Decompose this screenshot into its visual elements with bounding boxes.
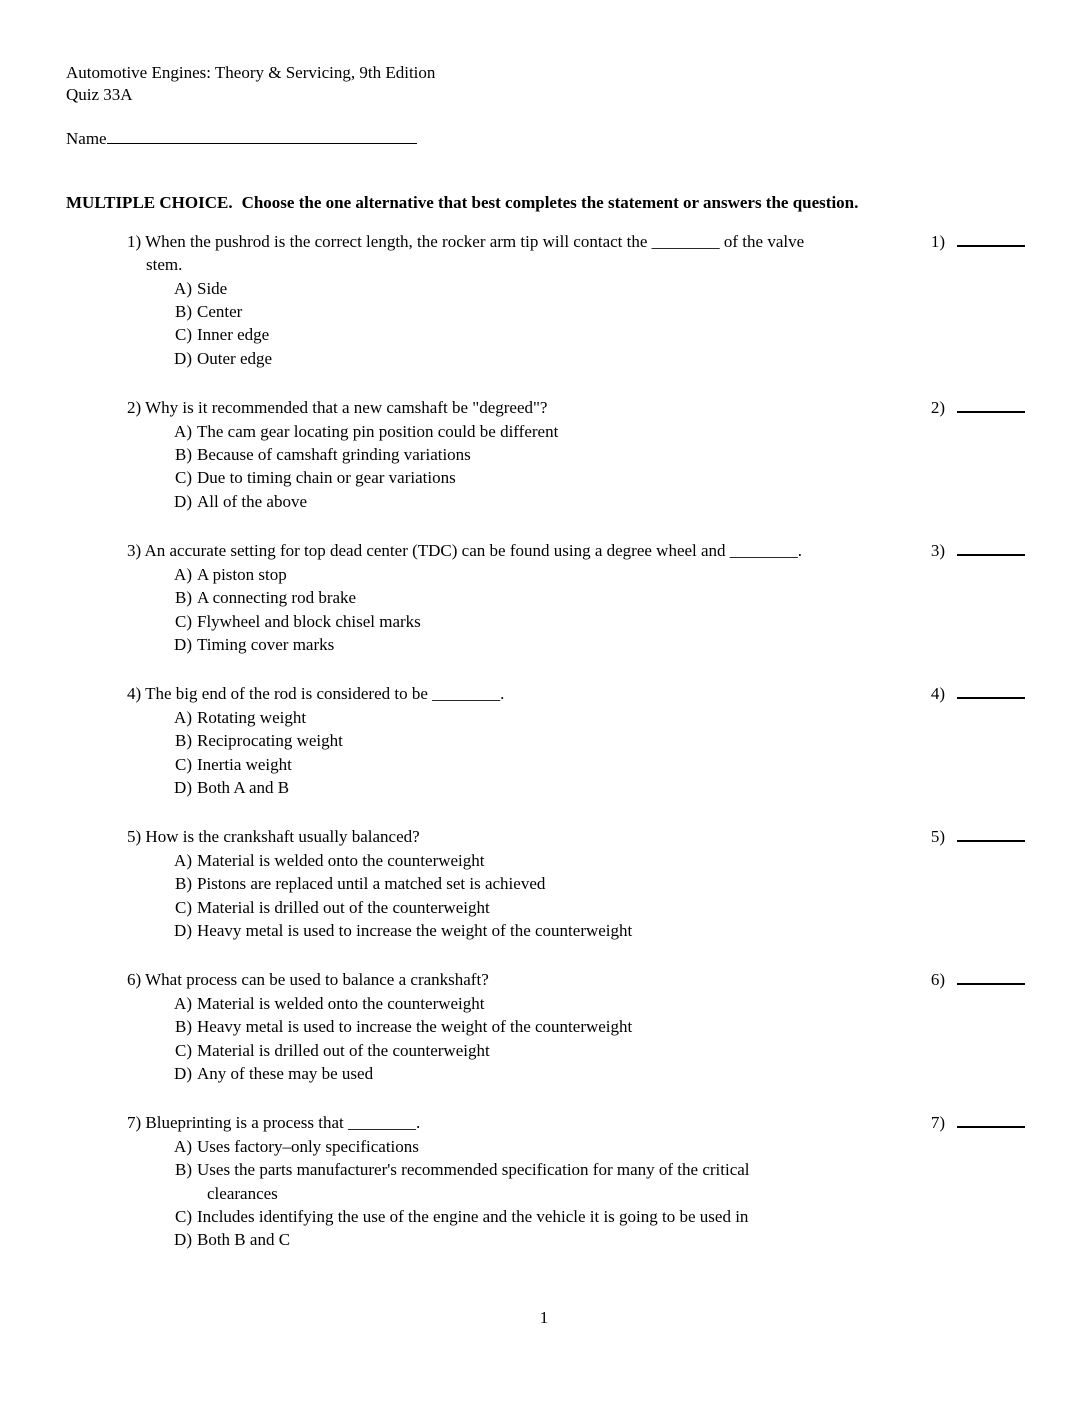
option-letter: A) [174,278,192,298]
option-body [197,729,343,752]
name-blank-line [107,129,417,144]
option-text: The cam gear locating pin position could be different [197,421,559,441]
answer-blank-line [957,825,1025,842]
option-row-c [166,323,804,346]
answer-number: 4) [930,684,945,704]
option-letter: B) [175,588,192,608]
question-block [66,968,1025,1085]
option-row-d [166,490,558,513]
question-main [66,682,504,799]
option-text: Heavy metal is used to increase the weight of the counterweight [197,920,633,940]
option-letter: B) [175,731,192,751]
option-row-c [166,610,802,633]
option-text: Material is welded onto the counterweight [197,993,485,1013]
option-text: Pistons are replaced until a matched set is achieved [197,874,546,894]
answer-area [931,1111,1025,1134]
option-body [197,1205,748,1228]
option-body [197,347,272,370]
question-block [66,682,1025,799]
answer-number: 5) [930,827,945,847]
question-line [127,968,632,991]
option-body [197,1015,632,1038]
option-letter: A) [174,564,192,584]
option-row-d [166,633,802,656]
document-title: Automotive Engines: Theory & Servicing, 9th Edition [66,63,436,82]
option-body [197,1158,750,1205]
option-letter: D) [174,348,192,368]
option-body [197,300,242,323]
option-body [197,443,471,466]
answer-area [931,230,1025,253]
question-line [127,1111,750,1134]
option-body [197,753,292,776]
question-text: An accurate setting for top dead center (TDC) can be found using a degree wheel and ________. [144,541,803,561]
option-row-a [166,563,802,586]
question-main [66,968,632,1085]
option-letter: A) [174,707,192,727]
options-list [166,420,558,514]
question-line [127,539,802,562]
option-body [197,1039,490,1062]
option-text: Material is drilled out of the counterweight [197,1040,490,1060]
option-body [197,563,287,586]
option-letter: A) [174,850,192,870]
question-text: How is the crankshaft usually balanced? [145,827,420,847]
option-row-d [166,776,504,799]
option-text-continued: clearances [207,1183,278,1203]
answer-number: 3) [930,541,945,561]
option-letter: C) [175,611,192,631]
answer-blank-line [957,1111,1025,1128]
option-row-b [166,586,802,609]
option-body [197,1062,373,1085]
option-body [197,706,306,729]
question-main [66,230,804,370]
option-row-a [166,420,558,443]
option-body [197,490,307,513]
option-row-c [166,753,504,776]
option-text: Any of these may be used [197,1064,374,1083]
option-text: Inner edge [197,325,270,345]
option-row-c [166,1039,632,1062]
question-line [127,682,504,705]
options-list [166,706,504,800]
option-body [197,610,421,633]
option-body [197,633,334,656]
option-text: A piston stop [197,564,287,584]
answer-number: 6) [930,970,945,990]
option-text: Uses the parts manufacturer's recommended specification for many of the critical [197,1160,750,1180]
option-body [197,420,558,443]
question-number: 6) [127,970,142,990]
answer-number: 2) [930,398,945,418]
question-text-continued: stem. [146,255,183,275]
options-list [166,1135,750,1252]
option-letter: B) [175,874,192,894]
option-row-b [166,300,804,323]
option-row-a [166,849,632,872]
option-row-d [166,1062,632,1085]
question-number: 3) [127,541,142,561]
question-number: 1) [127,231,142,251]
answer-area [931,968,1025,991]
option-letter: D) [174,920,192,940]
question-main [66,539,802,656]
option-row-d [166,1228,750,1251]
option-text: Heavy metal is used to increase the weight of the counterweight [197,1017,633,1037]
option-letter: C) [175,1040,192,1060]
question-block [66,825,1025,942]
option-letter: D) [174,777,192,797]
option-text: Due to timing chain or gear variations [197,468,456,488]
option-text: Rotating weight [197,707,307,727]
option-text: Outer edge [197,348,273,368]
options-list [166,849,632,943]
question-block [66,230,1025,370]
option-letter: B) [175,1160,192,1180]
question-number: 2) [127,398,142,418]
question-text: Blueprinting is a process that ________. [145,1113,421,1133]
option-letter: D) [174,634,192,654]
option-body [197,896,490,919]
answer-blank-line [957,682,1025,699]
question-line [127,230,804,253]
option-row-a [166,992,632,1015]
option-text: A connecting rod brake [197,588,357,608]
option-letter: C) [175,897,192,917]
document-header [66,62,1025,106]
option-text: Includes identifying the use of the engine and the vehicle it is going to be used in [197,1207,749,1227]
option-row-a [166,706,504,729]
question-main [66,1111,750,1251]
option-body [197,872,545,895]
option-text: Timing cover marks [197,634,335,654]
section-heading-title: MULTIPLE CHOICE. [66,193,233,213]
option-row-c [166,1205,750,1228]
option-body [197,1228,290,1251]
option-row-b [166,1015,632,1038]
question-number: 5) [127,827,142,847]
question-text: What process can be used to balance a crankshaft? [145,970,489,990]
option-text: Because of camshaft grinding variations [197,445,471,465]
question-text: Why is it recommended that a new camshaft be "degreed"? [145,398,548,418]
option-text: Side [197,278,228,298]
option-row-b [166,443,558,466]
option-row-c [166,466,558,489]
answer-blank-line [957,968,1025,985]
option-letter: D) [174,1230,192,1250]
option-row-c [166,896,632,919]
question-block [66,396,1025,513]
question-main [66,396,558,513]
option-body [197,277,227,300]
question-block [66,1111,1025,1251]
section-heading-instructions: Choose the one alternative that best completes the statement or answers the question. [241,193,859,213]
option-body [197,323,269,346]
option-letter: A) [174,993,192,1013]
option-text: Uses factory–only specifications [197,1136,419,1156]
page-number: 1 [539,1308,549,1327]
question-line [127,396,558,419]
option-row-d [166,347,804,370]
section-heading [66,191,1025,214]
answer-area [931,682,1025,705]
questions [66,230,1025,1252]
option-body [197,776,289,799]
option-letter: D) [174,1064,192,1083]
option-text: All of the above [197,491,307,511]
quiz-number: Quiz 33A [66,85,133,104]
option-body [197,586,356,609]
answer-blank-line [957,539,1025,556]
option-body [197,992,485,1015]
option-letter: C) [175,754,192,774]
option-row-d [166,919,632,942]
option-text: Reciprocating weight [197,731,343,751]
option-row-b [166,1158,750,1205]
option-row-a [166,1135,750,1158]
option-row-b [166,872,632,895]
option-letter: D) [174,491,192,511]
option-letter: B) [175,1017,192,1037]
question-number: 7) [127,1113,142,1133]
answer-number: 1) [930,231,945,251]
option-letter: C) [175,325,192,345]
answer-number: 7) [930,1113,945,1133]
option-text: Flywheel and block chisel marks [197,611,421,631]
option-row-b [166,729,504,752]
option-text: Both A and B [197,777,290,797]
option-row-a [166,277,804,300]
option-letter: C) [175,468,192,488]
option-text: Material is drilled out of the counterweight [197,897,490,917]
options-list [166,277,804,371]
option-body [197,1135,419,1158]
question-number: 4) [127,684,142,704]
answer-blank-line [957,396,1025,413]
option-letter: B) [175,445,192,465]
options-list [166,992,632,1086]
answer-area [931,396,1025,419]
question-text: The big end of the rod is considered to be ________. [145,684,505,704]
question-line [127,825,632,848]
option-letter: C) [175,1207,192,1227]
option-text: Both B and C [197,1230,291,1250]
option-letter: B) [175,302,192,322]
option-body [197,919,632,942]
answer-area [931,825,1025,848]
question-main [66,825,632,942]
option-letter: A) [174,421,192,441]
answer-blank-line [957,230,1025,247]
options-list [166,563,802,657]
option-letter: A) [174,1136,192,1156]
option-body [197,466,456,489]
name-row [66,127,1025,150]
option-text: Material is welded onto the counterweight [197,850,485,870]
name-label: Name [66,129,107,148]
answer-area [931,539,1025,562]
option-text: Inertia weight [197,754,292,774]
option-text: Center [197,302,243,322]
option-body [197,849,485,872]
question-text: When the pushrod is the correct length, the rocker arm tip will contact the ________ of the valve [145,231,805,251]
question-block [66,539,1025,656]
